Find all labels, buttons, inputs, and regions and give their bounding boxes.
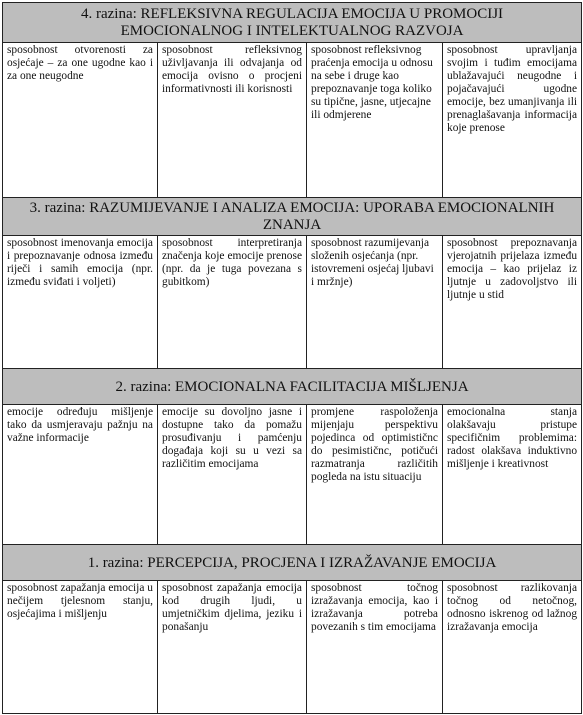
level-2-ability-3: promjene raspoloženja mijenjaju perspektivu pojedinca od optimističnc do pesimističnc, potičući razmatranja različitih pogleda na istu situaciju xyxy=(307,405,443,545)
level-1-ability-4: sposobnost razlikovanja točnog od netočnog, odnosno iskrenog od lažnog izražavanja emocija xyxy=(443,581,582,714)
level-4-ability-1: sposobnost otvorenosti za osjećaje – za one ugodne kao i za one neugodne xyxy=(3,43,158,198)
level-3-abilities-row xyxy=(3,236,582,369)
level-3-ability-2: sposobnost interpretiranja značenja koje emocije prenose (npr. da je tuga povezana s gubitkom) xyxy=(158,236,307,369)
level-2-ability-4: emocionalna stanja olakšavaju pristupe specifičnim problemima: radost olakšava induktivno mišljenje i kreativnost xyxy=(443,405,582,545)
level-3-title: 3. razina: RAZUMIJEVANJE I ANALIZA EMOCIJA: UPORABA EMOCIONALNIH ZNANJA xyxy=(3,198,582,236)
level-1-ability-2: sposobnost zapažanja emocija kod drugih ljudi, u umjetničkim djelima, jeziku i ponašanju xyxy=(158,581,307,714)
level-3-header-row xyxy=(3,198,582,236)
level-3-ability-1: sposobnost imenovanja emocija i prepoznavanje odnosa između riječi i samih emocija (npr. između sviđati i voljeti) xyxy=(3,236,158,369)
level-4-header-row xyxy=(3,3,582,43)
level-2-abilities-row xyxy=(3,405,582,545)
level-3-ability-4: sposobnost prepoznavanja vjerojatnih prijelaza između emocija – kao prijelaz iz ljutnje u zadovoljstvo ili ljutnje u stid xyxy=(443,236,582,369)
level-1-ability-1: sposobnost zapažanja emocija u nečijem tjelesnom stanju, osjećajima i mišljenju xyxy=(3,581,158,714)
level-3-ability-3: sposobnost razumijevanja složenih osjećanja (npr. istovremeni osjećaj ljubavi i mržnje) xyxy=(307,236,443,369)
level-1-header-row xyxy=(3,545,582,581)
level-4-ability-2: sposobnost refleksivnog uživljavanja ili odvajanja od emocija ovisno o procjeni informativnosti ili korisnosti xyxy=(158,43,307,198)
level-4-title: 4. razina: REFLEKSIVNA REGULACIJA EMOCIJA U PROMOCIJI EMOCIONALNOG I INTELEKTUALNOG RAZVOJA xyxy=(3,3,582,43)
level-1-ability-3: sposobnost točnog izražavanja emocija, kao i izražavanja potreba povezanih s tim emocijama xyxy=(307,581,443,714)
level-2-ability-1: emocije određuju mišljenje tako da usmjeravaju pažnju na važne informacije xyxy=(3,405,158,545)
level-1-title: 1. razina: PERCEPCIJA, PROCJENA I IZRAŽAVANJE EMOCIJA xyxy=(3,545,582,581)
level-2-ability-2: emocije su dovoljno jasne i dostupne tako da pomažu prosuđivanju i pamćenju događaja koji su u vezi sa različitim emocijama xyxy=(158,405,307,545)
level-1-abilities-row xyxy=(3,581,582,714)
level-2-header-row xyxy=(3,369,582,405)
level-4-abilities-row xyxy=(3,43,582,198)
level-4-ability-4: sposobnost upravljanja svojim i tuđim emocijama ublažavajući neugodne i pojačavajući ugodne emocije, bez umanjivanja ili prenaglašavanja informacija koje prenose xyxy=(443,43,582,198)
emotional-intelligence-model-table xyxy=(2,2,582,714)
level-4-ability-3: sposobnost refleksivnog praćenja emocija u odnosu na sebe i druge kao prepoznavanje toga koliko su tipične, jasne, utjecajne ili odmjerene xyxy=(307,43,443,198)
level-2-title: 2. razina: EMOCIONALNA FACILITACIJA MIŠLJENJA xyxy=(3,369,582,405)
